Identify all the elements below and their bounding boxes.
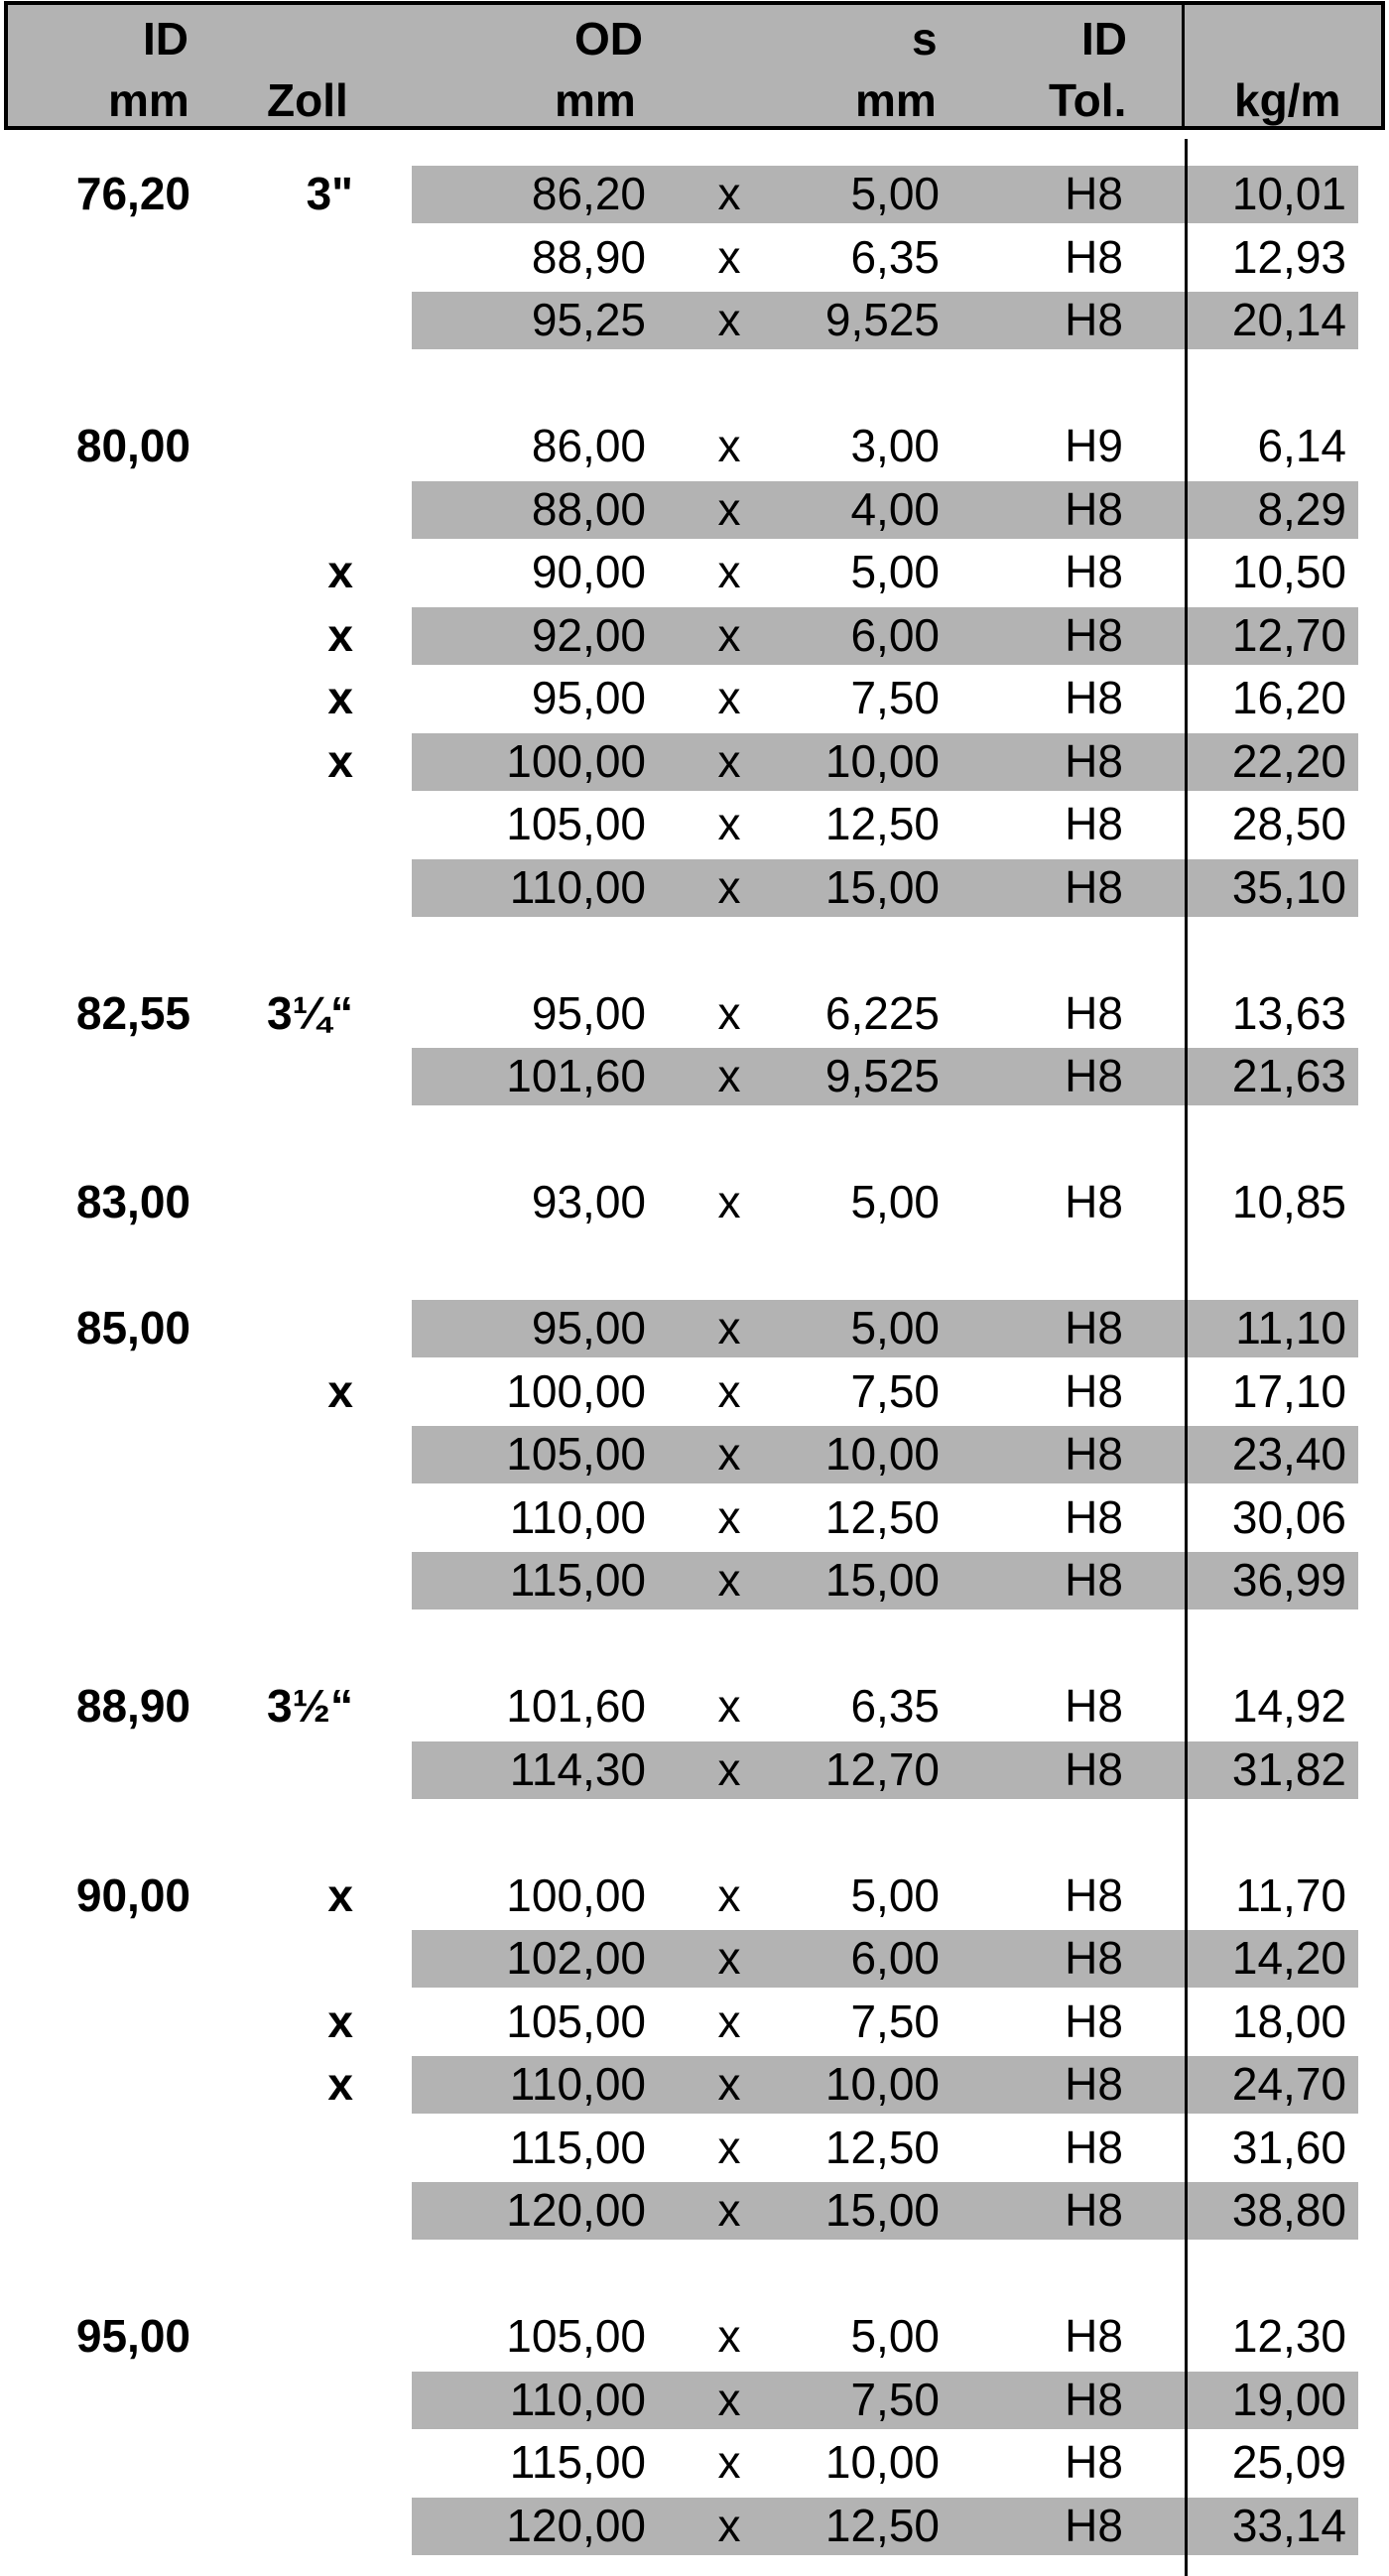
- cell-tolerance: H8: [1065, 1302, 1123, 1353]
- cell-tolerance: H8: [1065, 1428, 1123, 1480]
- cell-separator: x: [717, 2184, 741, 2236]
- cell-kgm: 31,60: [1231, 2122, 1346, 2173]
- cell-od: 100,00: [506, 735, 646, 787]
- group-id: 95,00: [75, 2310, 190, 2362]
- cell-kgm: 10,85: [1231, 1176, 1346, 1227]
- cell-od: 88,90: [531, 231, 646, 283]
- cell-od: 115,00: [509, 2436, 646, 2488]
- cell-kgm: 20,14: [1231, 294, 1346, 345]
- row-mark: x: [327, 1869, 353, 1921]
- cell-separator: x: [717, 798, 741, 849]
- cell-wall: 5,00: [850, 2310, 940, 2362]
- cell-kgm: 11,10: [1235, 1302, 1346, 1353]
- header-kgm: kg/m: [1234, 74, 1341, 126]
- header-od-top: OD: [574, 13, 643, 64]
- cell-separator: x: [717, 1491, 741, 1543]
- cell-tolerance: H8: [1065, 1365, 1123, 1417]
- cell-od: 93,00: [531, 1176, 646, 1227]
- cell-separator: x: [717, 2374, 741, 2425]
- cell-wall: 5,00: [850, 1176, 940, 1227]
- group-zoll: 3": [306, 168, 353, 219]
- cell-tolerance: H8: [1065, 672, 1123, 723]
- cell-wall: 3,00: [850, 420, 940, 471]
- cell-wall: 15,00: [824, 2184, 940, 2236]
- cell-kgm: 12,70: [1231, 609, 1346, 661]
- cell-tolerance: H8: [1065, 1050, 1123, 1101]
- row-mark: x: [327, 609, 353, 661]
- cell-wall: 15,00: [824, 1554, 940, 1606]
- row-mark: x: [327, 546, 353, 597]
- header-zoll: Zoll: [267, 74, 348, 126]
- row-mark: x: [327, 1996, 353, 2047]
- cell-od: 101,60: [506, 1680, 646, 1732]
- cell-wall: 7,50: [850, 1365, 940, 1417]
- cell-kgm: 30,06: [1231, 1491, 1346, 1543]
- cell-separator: x: [717, 1050, 741, 1101]
- cell-separator: x: [717, 420, 741, 471]
- cell-tolerance: H8: [1065, 231, 1123, 283]
- cell-separator: x: [717, 609, 741, 661]
- cell-od: 105,00: [506, 1428, 646, 1480]
- cell-tolerance: H8: [1065, 168, 1123, 219]
- cell-od: 110,00: [509, 1491, 646, 1543]
- cell-separator: x: [717, 1996, 741, 2047]
- cell-separator: x: [717, 1176, 741, 1227]
- cell-kgm: 10,50: [1231, 546, 1346, 597]
- column-divider: [1185, 139, 1188, 2576]
- cell-separator: x: [717, 294, 741, 345]
- group-id: 80,00: [75, 420, 190, 471]
- cell-kgm: 19,00: [1231, 2374, 1346, 2425]
- cell-separator: x: [717, 1302, 741, 1353]
- cell-od: 95,00: [531, 987, 646, 1039]
- cell-od: 120,00: [506, 2184, 646, 2236]
- row-mark: x: [327, 672, 353, 723]
- cell-tolerance: H8: [1065, 2184, 1123, 2236]
- cell-od: 110,00: [509, 2374, 646, 2425]
- cell-tolerance: H8: [1065, 2122, 1123, 2173]
- cell-kgm: 38,80: [1231, 2184, 1346, 2236]
- cell-wall: 4,00: [850, 483, 940, 535]
- cell-separator: x: [717, 1554, 741, 1606]
- cell-wall: 12,50: [824, 1491, 940, 1543]
- cell-wall: 10,00: [824, 1428, 940, 1480]
- cell-tolerance: H8: [1065, 1996, 1123, 2047]
- cell-separator: x: [717, 2436, 741, 2488]
- cell-separator: x: [717, 2058, 741, 2110]
- cell-kgm: 28,50: [1231, 798, 1346, 849]
- cell-tolerance: H8: [1065, 1554, 1123, 1606]
- cell-kgm: 23,40: [1231, 1428, 1346, 1480]
- cell-separator: x: [717, 1869, 741, 1921]
- cell-tolerance: H8: [1065, 294, 1123, 345]
- cell-od: 110,00: [509, 2058, 646, 2110]
- cell-kgm: 17,10: [1231, 1365, 1346, 1417]
- cell-wall: 6,225: [824, 987, 940, 1039]
- cell-od: 105,00: [506, 1996, 646, 2047]
- cell-od: 114,30: [509, 1743, 646, 1795]
- header-tol-bottom: Tol.: [1049, 74, 1127, 126]
- cell-separator: x: [717, 1365, 741, 1417]
- cell-wall: 12,50: [824, 2122, 940, 2173]
- cell-tolerance: H8: [1065, 2374, 1123, 2425]
- cell-tolerance: H8: [1065, 2500, 1123, 2551]
- cell-separator: x: [717, 546, 741, 597]
- cell-tolerance: H8: [1065, 1932, 1123, 1984]
- cell-od: 110,00: [509, 861, 646, 913]
- cell-wall: 10,00: [824, 735, 940, 787]
- cell-separator: x: [717, 1680, 741, 1732]
- header-s-bottom: mm: [855, 74, 937, 126]
- cell-tolerance: H8: [1065, 1680, 1123, 1732]
- cell-od: 105,00: [506, 2310, 646, 2362]
- group-id: 88,90: [75, 1680, 190, 1732]
- row-mark: x: [327, 735, 353, 787]
- cell-kgm: 31,82: [1231, 1743, 1346, 1795]
- cell-tolerance: H8: [1065, 2436, 1123, 2488]
- cell-od: 95,00: [531, 1302, 646, 1353]
- cell-kgm: 13,63: [1231, 987, 1346, 1039]
- cell-wall: 5,00: [850, 546, 940, 597]
- cell-od: 90,00: [531, 546, 646, 597]
- cell-wall: 12,50: [824, 2500, 940, 2551]
- header-s-top: s: [912, 13, 938, 64]
- cell-wall: 6,00: [850, 1932, 940, 1984]
- cell-od: 86,00: [531, 420, 646, 471]
- cell-wall: 10,00: [824, 2436, 940, 2488]
- cell-separator: x: [717, 1428, 741, 1480]
- cell-od: 100,00: [506, 1365, 646, 1417]
- cell-tolerance: H8: [1065, 2310, 1123, 2362]
- cell-wall: 6,00: [850, 609, 940, 661]
- cell-tolerance: H9: [1065, 420, 1123, 471]
- cell-kgm: 14,92: [1231, 1680, 1346, 1732]
- header-id-top: ID: [143, 13, 189, 64]
- group-id: 76,20: [75, 168, 190, 219]
- cell-separator: x: [717, 672, 741, 723]
- cell-kgm: 16,20: [1231, 672, 1346, 723]
- cell-kgm: 33,14: [1231, 2500, 1346, 2551]
- group-id: 82,55: [75, 987, 190, 1039]
- cell-kgm: 11,70: [1235, 1869, 1346, 1921]
- cell-wall: 12,70: [824, 1743, 940, 1795]
- group-zoll: 3¼“: [267, 987, 353, 1039]
- cell-separator: x: [717, 168, 741, 219]
- cell-separator: x: [717, 1743, 741, 1795]
- cell-tolerance: H8: [1065, 987, 1123, 1039]
- group-id: 90,00: [75, 1869, 190, 1921]
- cell-wall: 9,525: [824, 1050, 940, 1101]
- cell-separator: x: [717, 987, 741, 1039]
- cell-wall: 12,50: [824, 798, 940, 849]
- cell-separator: x: [717, 735, 741, 787]
- cell-od: 100,00: [506, 1869, 646, 1921]
- cell-tolerance: H8: [1065, 609, 1123, 661]
- cell-wall: 15,00: [824, 861, 940, 913]
- header-od-bottom: mm: [555, 74, 636, 126]
- cell-tolerance: H8: [1065, 546, 1123, 597]
- cell-od: 95,25: [531, 294, 646, 345]
- cell-od: 120,00: [506, 2500, 646, 2551]
- cell-wall: 7,50: [850, 672, 940, 723]
- cell-tolerance: H8: [1065, 1743, 1123, 1795]
- group-id: 85,00: [75, 1302, 190, 1353]
- cell-kgm: 25,09: [1231, 2436, 1346, 2488]
- cell-wall: 5,00: [850, 1302, 940, 1353]
- cell-tolerance: H8: [1065, 1491, 1123, 1543]
- cell-od: 115,00: [509, 2122, 646, 2173]
- cell-separator: x: [717, 2500, 741, 2551]
- row-mark: x: [327, 1365, 353, 1417]
- cell-kgm: 6,14: [1257, 420, 1346, 471]
- cell-kgm: 12,93: [1231, 231, 1346, 283]
- cell-separator: x: [717, 483, 741, 535]
- cell-kgm: 35,10: [1231, 861, 1346, 913]
- row-mark: x: [327, 2058, 353, 2110]
- header-tol-top: ID: [1081, 13, 1127, 64]
- cell-separator: x: [717, 2122, 741, 2173]
- cell-od: 102,00: [506, 1932, 646, 1984]
- cell-wall: 6,35: [850, 231, 940, 283]
- cell-kgm: 10,01: [1231, 168, 1346, 219]
- cell-tolerance: H8: [1065, 735, 1123, 787]
- cell-tolerance: H8: [1065, 1176, 1123, 1227]
- cell-kgm: 24,70: [1231, 2058, 1346, 2110]
- cell-od: 101,60: [506, 1050, 646, 1101]
- cell-separator: x: [717, 231, 741, 283]
- cell-od: 115,00: [509, 1554, 646, 1606]
- header-id-bottom: mm: [108, 74, 189, 126]
- cell-tolerance: H8: [1065, 483, 1123, 535]
- group-id: 83,00: [75, 1176, 190, 1227]
- cell-wall: 10,00: [824, 2058, 940, 2110]
- cell-wall: 9,525: [824, 294, 940, 345]
- cell-wall: 7,50: [850, 2374, 940, 2425]
- cell-tolerance: H8: [1065, 1869, 1123, 1921]
- cell-kgm: 21,63: [1231, 1050, 1346, 1101]
- cell-wall: 5,00: [850, 1869, 940, 1921]
- cell-tolerance: H8: [1065, 861, 1123, 913]
- cell-kgm: 12,30: [1231, 2310, 1346, 2362]
- group-zoll: 3½“: [267, 1680, 353, 1732]
- cell-od: 95,00: [531, 672, 646, 723]
- cell-od: 88,00: [531, 483, 646, 535]
- cell-kgm: 36,99: [1231, 1554, 1346, 1606]
- cell-separator: x: [717, 1932, 741, 1984]
- cell-tolerance: H8: [1065, 2058, 1123, 2110]
- cell-kgm: 18,00: [1231, 1996, 1346, 2047]
- cell-wall: 7,50: [850, 1996, 940, 2047]
- cell-wall: 5,00: [850, 168, 940, 219]
- cell-separator: x: [717, 861, 741, 913]
- cell-wall: 6,35: [850, 1680, 940, 1732]
- cell-kgm: 8,29: [1257, 483, 1346, 535]
- cell-od: 105,00: [506, 798, 646, 849]
- cell-od: 92,00: [531, 609, 646, 661]
- cell-od: 86,20: [531, 168, 646, 219]
- cell-separator: x: [717, 2310, 741, 2362]
- cell-kgm: 22,20: [1231, 735, 1346, 787]
- cell-kgm: 14,20: [1231, 1932, 1346, 1984]
- cell-tolerance: H8: [1065, 798, 1123, 849]
